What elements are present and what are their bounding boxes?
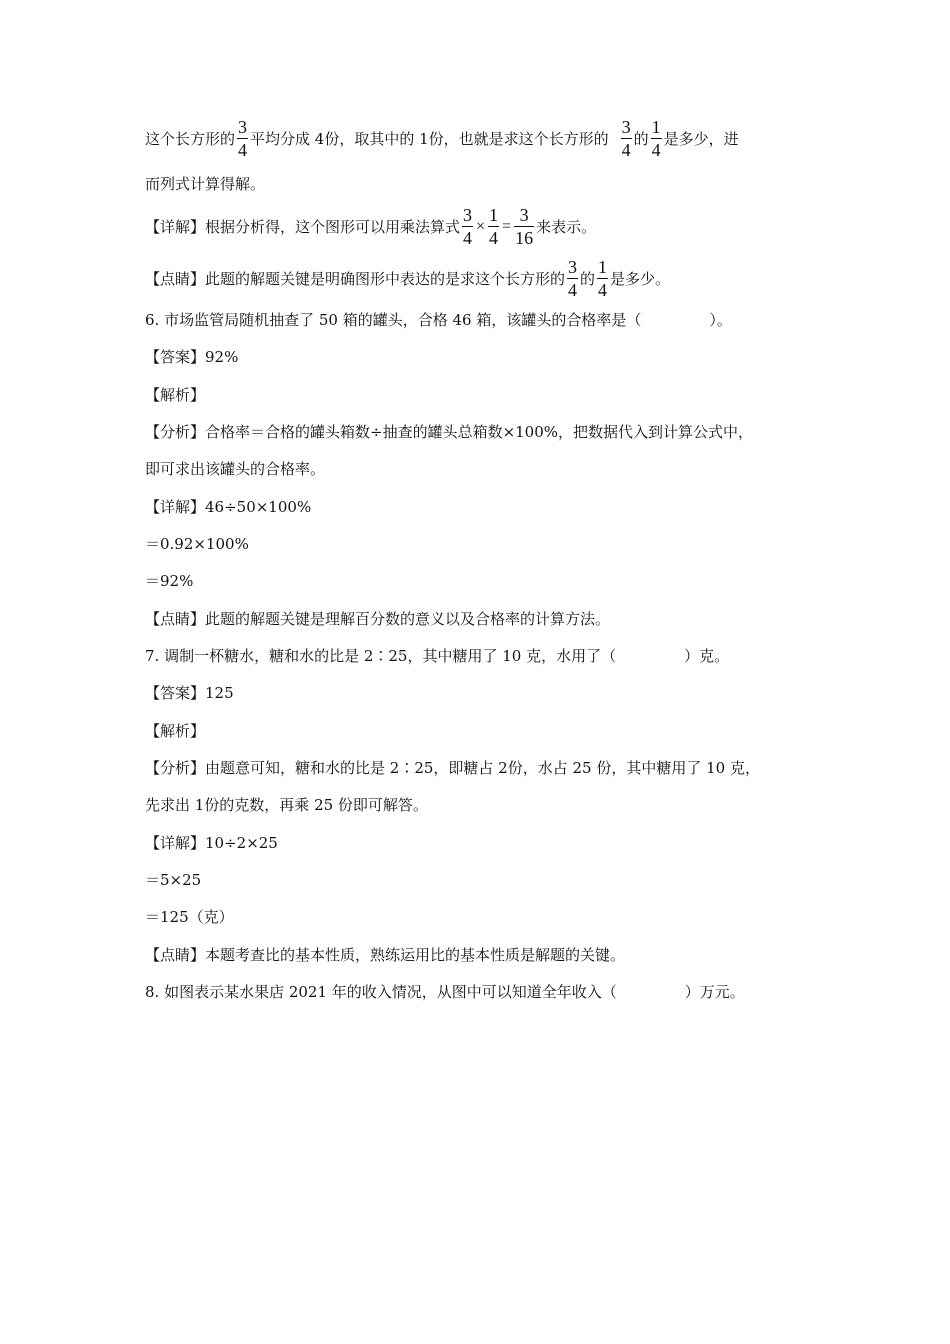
q6-question-text: 6. 市场监管局随机抽查了 50 箱的罐头，合格 46 箱，该罐头的合格率是（ bbox=[145, 311, 642, 329]
fraction bbox=[597, 258, 608, 299]
q8-question bbox=[145, 982, 745, 1002]
q7-analysis-line1: 【分析】由题意可知，糖和水的比是 2∶25，即糖占 2份，水占 25 份，其中糖用了 10 克， bbox=[145, 759, 760, 777]
numerator: 1 bbox=[651, 117, 661, 137]
q5-text: 是多少，进 bbox=[663, 129, 739, 148]
q7-question-text: 7. 调制一杯糖水，糖和水的比是 2∶25，其中糖用了 10 克，水用了（ bbox=[145, 647, 617, 665]
denominator: 4 bbox=[463, 228, 473, 248]
q5-detail-tail: 来表示。 bbox=[536, 217, 597, 236]
fraction bbox=[621, 118, 632, 159]
denominator: 4 bbox=[568, 280, 578, 300]
numerator: 3 bbox=[621, 117, 631, 137]
q5-analysis-line2: 而列式计算得解。 bbox=[145, 175, 266, 193]
q7-detail-line2: ＝5×25 bbox=[145, 871, 202, 889]
q6-analysis-line2: 即可求出该罐头的合格率。 bbox=[145, 460, 326, 478]
q7-question-end: ）克。 bbox=[684, 647, 730, 665]
fraction bbox=[488, 206, 499, 247]
numerator: 3 bbox=[238, 117, 248, 137]
q7-detail-line3: ＝125（克） bbox=[145, 908, 234, 926]
numerator: 1 bbox=[598, 257, 608, 277]
q7-analysis-line2: 先求出 1份的克数，再乘 25 份即可解答。 bbox=[145, 796, 428, 814]
q7-point: 【点睛】本题考查比的基本性质，熟练运用比的基本性质是解题的关键。 bbox=[145, 946, 626, 964]
q7-answer: 【答案】125 bbox=[145, 684, 234, 702]
times-sign: × bbox=[476, 217, 486, 235]
q6-analysis-line1: 【分析】合格率＝合格的罐头箱数÷抽查的罐头总箱数×100%，把数据代入到计算公式中， bbox=[145, 423, 754, 441]
q5-detail bbox=[145, 206, 596, 247]
q5-point-text: 【点睛】此题的解题关键是明确图形中表达的是求这个长方形的 bbox=[145, 269, 566, 288]
q5-text: 这个长方形的 bbox=[145, 129, 236, 148]
fraction bbox=[567, 258, 578, 299]
q6-question bbox=[145, 310, 732, 330]
q5-text: 平均分成 4份，取其中的 1份，也就是求这个长方形的 bbox=[250, 129, 609, 148]
q7-detail-line1: 【详解】10÷2×25 bbox=[145, 834, 278, 852]
q6-jiexi: 【解析】 bbox=[145, 386, 206, 404]
fraction bbox=[514, 206, 534, 247]
q5-point-text: 的 bbox=[580, 269, 596, 288]
denominator: 4 bbox=[238, 140, 248, 160]
q6-answer: 【答案】92% bbox=[145, 348, 239, 366]
denominator: 4 bbox=[651, 140, 661, 160]
q6-detail-line3: ＝92% bbox=[145, 572, 194, 590]
q6-point: 【点睛】此题的解题关键是理解百分数的意义以及合格率的计算方法。 bbox=[145, 610, 611, 628]
denominator: 16 bbox=[515, 228, 534, 248]
q6-detail-line1: 【详解】46÷50×100% bbox=[145, 498, 312, 516]
q7-question bbox=[145, 646, 729, 666]
numerator: 1 bbox=[489, 205, 499, 225]
denominator: 4 bbox=[598, 280, 608, 300]
q5-point bbox=[145, 258, 670, 299]
equals-sign: = bbox=[502, 217, 512, 235]
q5-detail-label: 【详解】根据分析得，这个图形可以用乘法算式 bbox=[145, 217, 461, 236]
q5-analysis-line1 bbox=[145, 118, 739, 159]
denominator: 4 bbox=[621, 140, 631, 160]
fraction bbox=[237, 118, 248, 159]
fraction bbox=[651, 118, 662, 159]
numerator: 3 bbox=[568, 257, 578, 277]
fraction bbox=[462, 206, 473, 247]
denominator: 4 bbox=[489, 228, 499, 248]
q5-text: 的 bbox=[633, 129, 649, 148]
q8-question-end: ）万元。 bbox=[684, 983, 745, 1001]
q7-jiexi: 【解析】 bbox=[145, 722, 206, 740]
q6-detail-line2: ＝0.92×100% bbox=[145, 535, 249, 553]
numerator: 3 bbox=[463, 205, 473, 225]
numerator: 3 bbox=[519, 205, 529, 225]
q6-question-end: ）。 bbox=[709, 311, 732, 329]
q8-question-text: 8. 如图表示某水果店 2021 年的收入情况，从图中可以知道全年收入（ bbox=[145, 983, 617, 1001]
q5-point-text: 是多少。 bbox=[610, 269, 671, 288]
